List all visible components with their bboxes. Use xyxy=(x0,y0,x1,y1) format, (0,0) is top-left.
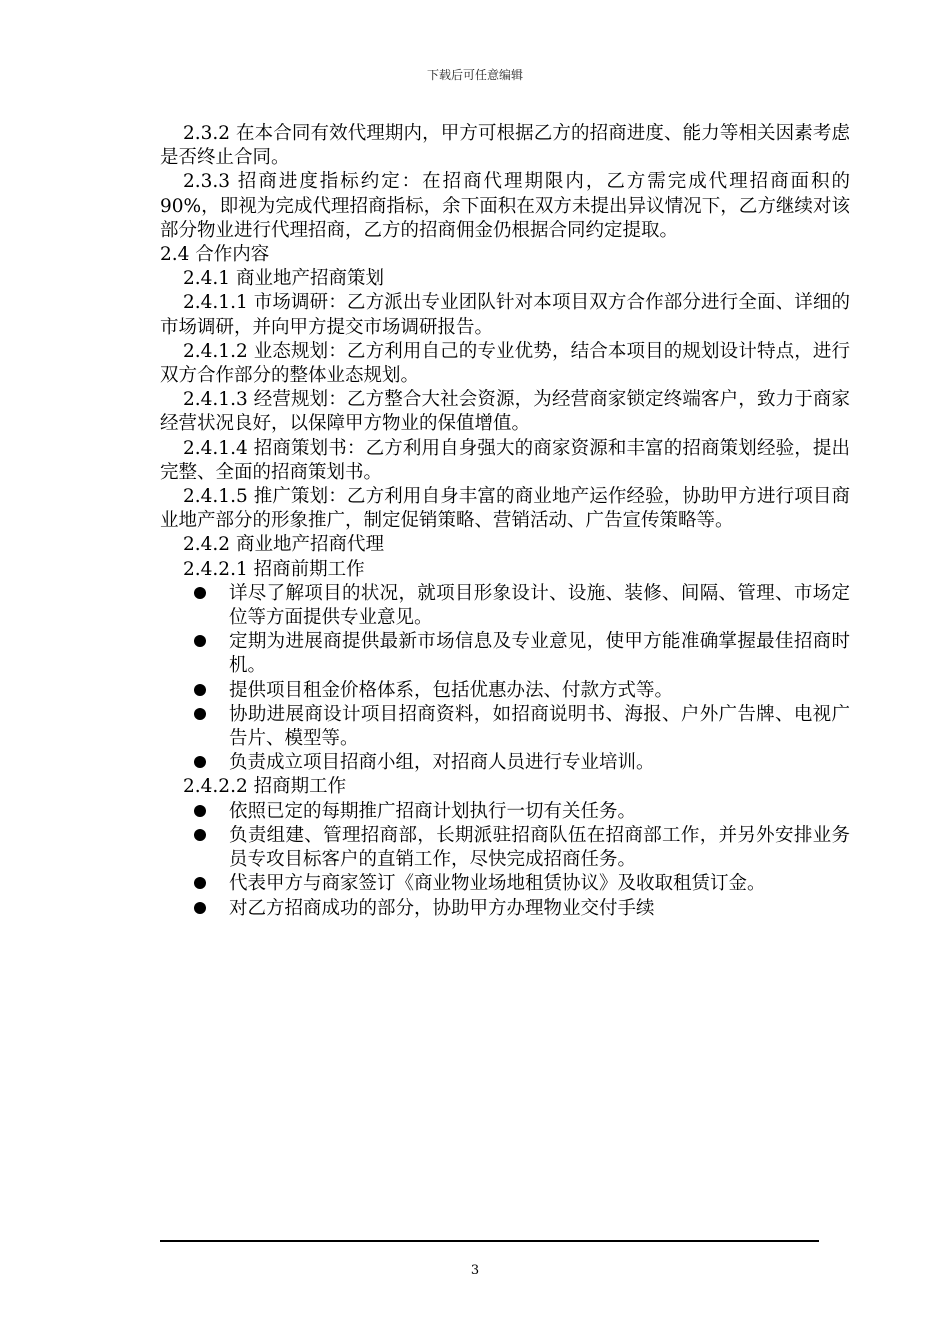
clause-2-4-1-2: 2.4.1.2 业态规划：乙方利用自己的专业优势，结合本项目的规划设计特点，进行双方合作部分的整体业态规划。 xyxy=(160,340,850,387)
list-item xyxy=(160,630,850,678)
bullet-icon xyxy=(194,708,206,720)
bullet-icon xyxy=(194,635,206,647)
bullet-icon xyxy=(194,902,206,914)
document-body xyxy=(160,122,850,921)
list-item-text: 负责成立项目招商小组，对招商人员进行专业培训。 xyxy=(229,752,655,774)
list-item-text: 协助进展商设计项目招商资料，如招商说明书、海报、户外广告牌、电视广告片、模型等。 xyxy=(229,703,850,750)
bullet-icon xyxy=(194,805,206,817)
bullet-icon xyxy=(194,587,206,599)
period-task-list xyxy=(160,800,850,921)
list-item xyxy=(160,872,850,896)
bullet-icon xyxy=(194,877,206,889)
subsection-heading-2-4-2-2: 2.4.2.2 招商期工作 xyxy=(183,776,347,798)
pre-phase-task-list xyxy=(160,582,850,776)
list-item-text: 依照已定的每期推广招商计划执行一切有关任务。 xyxy=(229,800,637,822)
list-item-text: 详尽了解项目的状况，就项目形象设计、设施、装修、间隔、管理、市场定位等方面提供专业意见。 xyxy=(229,582,850,629)
list-item xyxy=(160,824,850,872)
bullet-icon xyxy=(194,684,206,696)
clause-2-4-1-3: 2.4.1.3 经营规划：乙方整合大社会资源，为经营商家锁定终端客户，致力于商家经营状况良好，以保障甲方物业的保值增值。 xyxy=(160,389,850,435)
page-header: 下载后可任意编辑 xyxy=(426,68,523,82)
clause-2-4-1-5: 2.4.1.5 推广策划：乙方利用自身丰富的商业地产运作经验，协助甲方进行项目商业地产部分的形象推广，制定促销策略、营销活动、广告宣传策略等。 xyxy=(160,486,850,532)
section-heading-2-4: 2.4 合作内容 xyxy=(160,244,270,266)
list-item xyxy=(160,703,850,751)
clause-2-4-1-1: 2.4.1.1 市场调研：乙方派出专业团队针对本项目双方合作部分进行全面、详细的市场调研，并向甲方提交市场调研报告。 xyxy=(160,292,850,338)
bullet-icon xyxy=(194,756,206,768)
page-number: 3 xyxy=(470,1263,480,1278)
footer-divider xyxy=(160,1240,819,1242)
list-item xyxy=(160,800,850,824)
clause-2-3-2: 2.3.2 在本合同有效代理期内，甲方可根据乙方的招商进度、能力等相关因素考虑是否终止合同。 xyxy=(160,123,850,169)
subsection-heading-2-4-2-1: 2.4.2.1 招商前期工作 xyxy=(183,558,365,580)
list-item xyxy=(160,582,850,630)
list-item-text: 提供项目租金价格体系，包括优惠办法、付款方式等。 xyxy=(229,679,674,701)
list-item-text: 代表甲方与商家签订《商业物业场地租赁协议》及收取租赁订金。 xyxy=(229,873,766,895)
list-item-text: 负责组建、管理招商部，长期派驻招商队伍在招商部工作，并另外安排业务员专攻目标客户的直销工作，尽快完成招商任务。 xyxy=(229,824,850,871)
list-item-text: 定期为进展商提供最新市场信息及专业意见，使甲方能准确掌握最佳招商时机。 xyxy=(229,631,850,677)
list-item xyxy=(160,679,850,703)
list-item xyxy=(160,751,850,775)
bullet-icon xyxy=(194,829,206,841)
clause-2-3-3: 2.3.3 招商进度指标约定：在招商代理期限内，乙方需完成代理招商面积的 90%，即视为完成代理招商指标，余下面积在双方未提出异议情况下，乙方继续对该部分物业进行代理招商，乙方的招商佣金仍根据合同约定提取。 xyxy=(160,171,850,241)
list-item xyxy=(160,897,850,921)
subsection-heading-2-4-2: 2.4.2 商业地产招商代理 xyxy=(183,534,384,556)
subsection-heading-2-4-1: 2.4.1 商业地产招商策划 xyxy=(183,268,384,290)
clause-2-4-1-4: 2.4.1.4 招商策划书：乙方利用自身强大的商家资源和丰富的招商策划经验，提出完整、全面的招商策划书。 xyxy=(160,437,850,483)
list-item-text: 对乙方招商成功的部分，协助甲方办理物业交付手续 xyxy=(229,897,655,919)
